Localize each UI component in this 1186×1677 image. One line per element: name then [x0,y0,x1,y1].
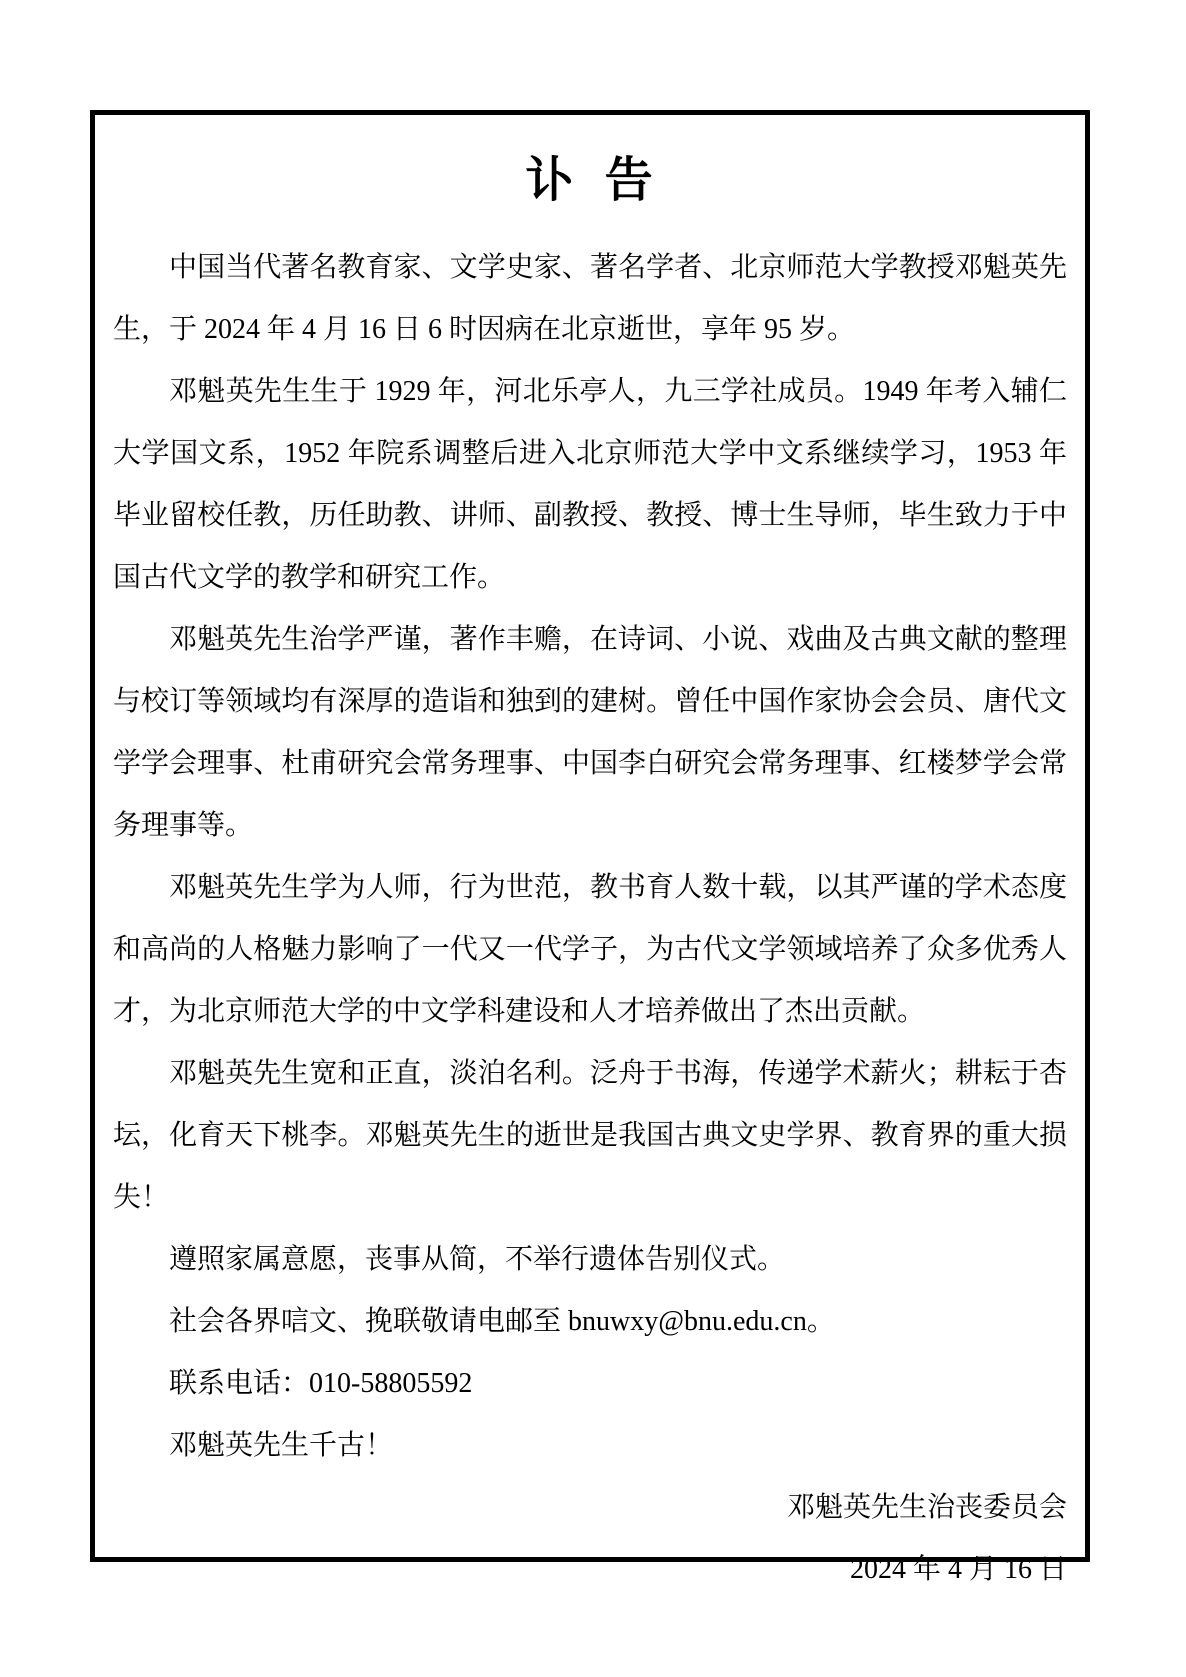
signature-date: 2024 年 4 月 16 日 [849,1554,1067,1585]
scholarship-achievements-paragraph: 邓魁英先生治学严谨，著作丰赡，在诗词、小说、戏曲及古典文献的整理与校订等领域均有深厚的造诣和独到的建树。曾任中国作家协会会员、唐代文学学会理事、杜甫研究会常务理事、中国李白研究会常务理事、红楼梦学会常务理事等。 [113,624,1067,841]
intro-death-announcement-paragraph: 中国当代著名教育家、文学史家、著名学者、北京师范大学教授邓魁英先生，于 2024 年 4 月 16 日 6 时因病在北京逝世，享年 95 岁。 [113,252,1067,345]
obituary-notice-box [90,110,1090,1585]
funeral-arrangement-paragraph: 遵照家属意愿，丧事从简，不举行遗体告别仪式。 [169,1244,786,1275]
contact-phone-paragraph: 联系电话：010-58805592 [169,1368,473,1399]
notice-title: 讣 告 [525,154,655,207]
teaching-contributions-paragraph: 邓魁英先生学为人师，行为世范，教书育人数十载，以其严谨的学术态度和高尚的人格魅力影响了一代又一代学子，为古代文学领域培养了众多优秀人才，为北京师范大学的中文学科建设和人才培养做出了杰出贡献。 [113,872,1067,1027]
signature-committee: 邓魁英先生治丧委员会 [786,1492,1067,1523]
character-tribute-paragraph: 邓魁英先生宽和正直，淡泊名利。泛舟于书海，传递学术薪火；耕耘于杏坛，化育天下桃李。邓魁英先生的逝世是我国古典文史学界、教育界的重大损失！ [113,1058,1067,1213]
condolence-email-paragraph: 社会各界唁文、挽联敬请电邮至 bnuwxy@bnu.edu.cn。 [169,1306,835,1337]
memorial-exclamation-paragraph: 邓魁英先生千古！ [169,1430,394,1461]
biography-paragraph: 邓魁英先生生于 1929 年，河北乐亭人，九三学社成员。1949 年考入辅仁大学国文系，1952 年院系调整后进入北京师范大学中文系继续学习，1953 年毕业留校任教，历任助教、讲师、副教授、教授、博士生导师，毕生致力于中国古代文学的教学和研究工作。 [113,376,1067,593]
notice-body [113,237,1067,1601]
